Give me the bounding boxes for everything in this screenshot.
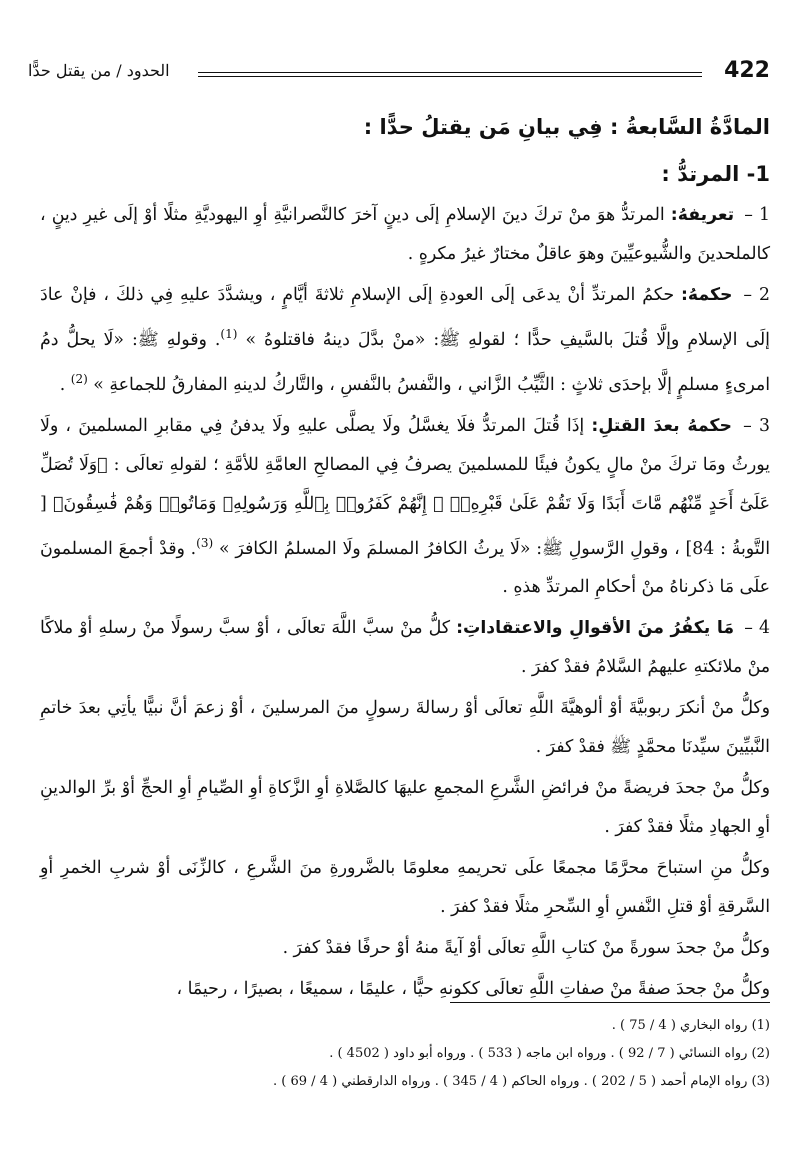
footnote: (1) رواه البخاري ( 4 / 75 ) . (611, 1018, 770, 1033)
paragraph-lead: تعريفهُ: (670, 205, 735, 225)
running-header (28, 58, 770, 88)
paragraph-after-killing (40, 407, 770, 608)
page-body (40, 108, 770, 1011)
paragraph (40, 689, 770, 767)
paragraph (40, 970, 770, 1009)
paragraph-text: وكلُّ منْ جحدَ صفةً منْ صفاتِ اللَّهِ تعالَى ككونهِ حيًّا ، عليمًا ، سميعًا ، بصيرًا ، رحيمًا ، (176, 979, 770, 1000)
paragraph-lead: حكمهُ: (680, 285, 733, 305)
footnotes (50, 1012, 770, 1096)
paragraph-text: . وقدْ أجمعَ المسلمونَ علَى مَا ذكرناهُ منْ أحكامِ المرتدِّ هذهِ . (40, 538, 770, 598)
paragraph (40, 849, 770, 927)
paragraph-text: . (59, 374, 71, 395)
footnote: (2) رواه النسائي ( 7 / 92 ) . ورواه ابن ماجه ( 533 ) . ورواه أبو داود ( 4502 ) . (329, 1046, 770, 1061)
paragraph-disbelief (40, 609, 770, 687)
footnote-divider (450, 1002, 770, 1003)
paragraph (40, 769, 770, 847)
footnote-ref[interactable]: (2) (70, 371, 88, 386)
page-number: 422 (724, 58, 770, 83)
paragraph-text: كلُّ منْ سبَّ اللَّهَ تعالَى ، أوْ سبَّ رسولًا منْ رسلهِ أوْ ملاكًا منْ ملائكتهِ عليهمُ السَّلامُ فقدْ كفرَ . (40, 618, 770, 678)
paragraph-text: وكلُّ منِ استباحَ محرَّمًا مجمعًا علَى تحريمهِ معلومًا بالضَّرورةِ منَ الشَّرعِ ، كالزِّنَى أوْ شربِ الخمرِ أوِ السَّرقةِ أوْ قتلِ النَّفسِ أوِ السِّحرِ مثلًا فقدْ كفرَ . (40, 858, 770, 918)
footnote-ref[interactable]: (1) (220, 327, 238, 341)
paragraph-lead: حكمهُ بعدَ القتلِ: (591, 415, 732, 436)
running-title: الحدود / من يقتل حدًّا (28, 61, 170, 80)
paragraph-number: 2 – (743, 285, 770, 305)
footnote-ref[interactable]: (3) (196, 535, 214, 550)
paragraph-text: حكمُ المرتدِّ أنْ يدعَى إلَى العودةِ إلَى الإسلامِ ثلاثةَ أيَّامٍ ، ويشدَّدَ عليهِ فِي ذلكَ ، فإنْ عادَ إلَى الإسلامِ وإلَّا قُتلَ بالسَّيفِ حدًّا ؛ لقولهِ ﷺ: «منْ بدَّلَ دينهُ فاقتلوهُ » (40, 285, 770, 350)
paragraph-text: وكلُّ منْ أنكرَ ربوبيَّةَ أوْ ألوهيَّةَ اللَّهِ تعالَى أوْ رسالةَ رسولٍ منَ المرسلينَ ، أوْ زعمَ أنَّ نبيًّا يأتِي بعدَ خاتمِ النَّبيِّينَ سيِّدنَا محمَّدٍ ﷺ فقدْ كفرَ . (40, 698, 770, 758)
paragraph-number: 1 – (744, 205, 770, 225)
section-title: المادَّةُ السَّابعةُ : فِي بيانِ مَن يقتلُ حدًّا : (363, 115, 770, 139)
paragraph-lead: مَا يكفُرُ منَ الأقوالِ والاعتقاداتِ: (456, 618, 735, 639)
paragraph-number: 3 – (743, 415, 770, 436)
footnote: (3) رواه الإمام أحمد ( 5 / 202 ) . ورواه الحاكم ( 4 / 345 ) . ورواه الدارقطني ( 4 / 69 ) . (273, 1074, 770, 1089)
subheading: 1- المرتدُّ : (661, 162, 770, 186)
paragraph-text: . وقولهِ ﷺ: «لَا يحلُّ دمُ امرىءٍ مسلمٍ إلَّا بإحدَى ثلاثٍ : الثَّيِّبُ الزَّاني ، والنَّفسُ بالنَّفسِ ، والتَّاركُ لدينهِ المفارقُ للجماعةِ » (40, 329, 770, 395)
paragraph-text: المرتدُّ هوَ منْ تركَ دينَ الإسلامِ إلَى دينٍ آخرَ كالنَّصرانيَّةِ أوِ اليهوديَّةِ مثلًا أوْ إلَى غيرِ دينٍ ، كالملحدينَ والشُّيوعيِّينَ وهوَ عاقلٌ مختارٌ غيرُ مكرهٍ . (40, 205, 770, 264)
header-rule (198, 72, 702, 77)
paragraph-number: 4 – (744, 618, 770, 639)
paragraph-text: وكلُّ منْ جحدَ فريضةً منْ فرائضِ الشَّرعِ المجمعِ عليهَا كالصَّلاةِ أوِ الزَّكاةِ أوِ الصِّيامِ أوِ الحجِّ أوْ برِّ الوالدينِ أوِ الجهادِ مثلًا فقدْ كفرَ . (40, 778, 770, 838)
paragraph-ruling (40, 276, 770, 405)
paragraph-definition (40, 196, 770, 274)
paragraph-text: إذَا قُتلَ المرتدُّ فلَا يغسَّلُ ولَا يصلَّى عليهِ ولَا يدفنُ فِي مقابرِ المسلمينَ ، ولَا يورثُ ومَا تركَ منْ مالٍ يكونُ فيئًا للمسلمينَ يصرفُ فِي المصالحِ العامَّةِ للأمَّةِ ؛ لقولهِ تعالَى : ﴿وَلَا تُصَلِّ عَلَىٰٓ أَحَدٍ مِّنْهُم مَّاتَ أَبَدًا وَلَا تَقُمْ عَلَىٰ قَبْرِهِۦٓ ۖ إِنَّهُمْ كَفَرُوا۟ بِٱللَّهِ وَرَسُولِهِۦ وَمَاتُوا۟ وَهُمْ فَٰسِقُونَ﴾ [ التَّوبةُ : 84] ، وقولِ الرَّسولِ ﷺ: «لَا يرثُ الكافرُ المسلمَ ولَا المسلمُ الكافرَ » (40, 415, 771, 559)
paragraph-text: وكلُّ منْ جحدَ سورةً منْ كتابِ اللَّهِ تعالَى أوْ آيةً منهُ أوْ حرفًا فقدْ كفرَ . (282, 938, 770, 959)
paragraph (40, 929, 770, 968)
